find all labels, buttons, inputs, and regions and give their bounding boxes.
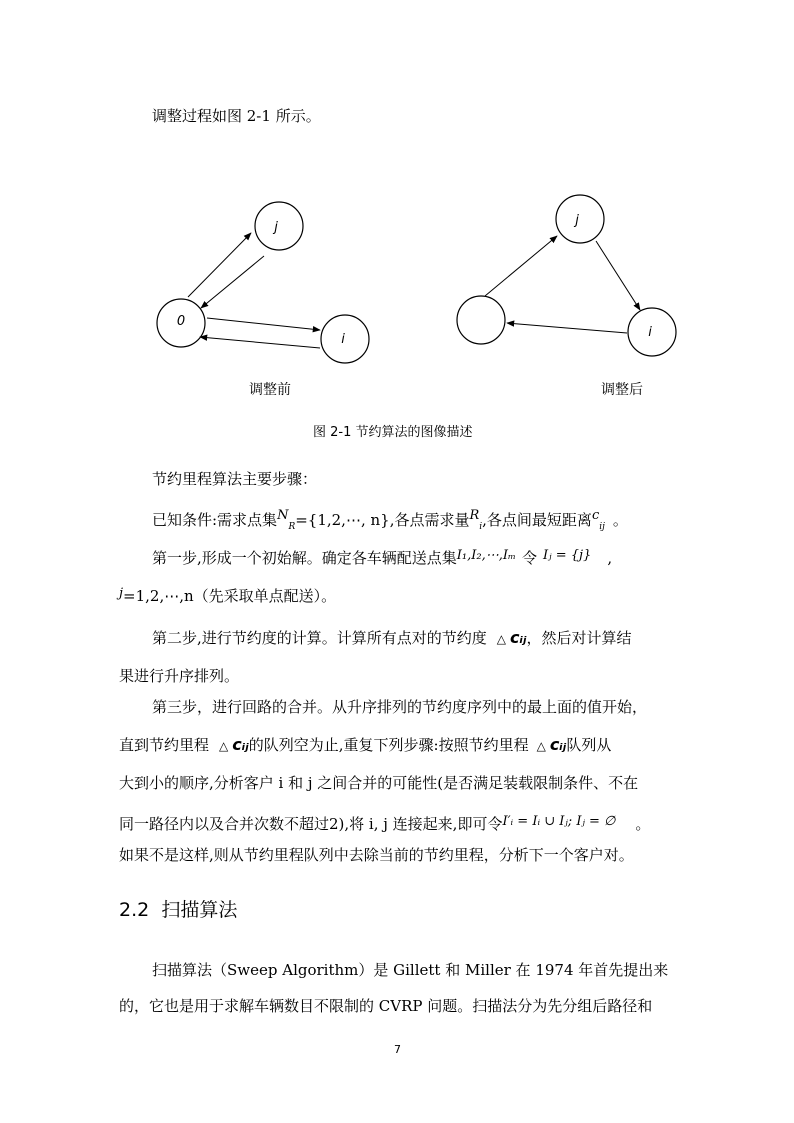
delta-symbol-2: △ bbox=[219, 739, 229, 753]
step3-line2 bbox=[119, 735, 611, 756]
step3-line5: 如果不是这样,则从节约里程队列中去除当前的节约里程，分析下一个客户对。 bbox=[119, 846, 634, 864]
node-i-right-label: i bbox=[648, 325, 652, 340]
node-j-left-label: j bbox=[274, 220, 278, 235]
set-var: N bbox=[277, 508, 289, 523]
sweep-line2: 的，它也是用于求解车辆数目不限制的 CVRP 问题。扫描法分为先分组后路径和 bbox=[119, 997, 653, 1015]
set-sub: R bbox=[288, 522, 296, 532]
known-end: 。 bbox=[612, 511, 628, 529]
step2-line1 bbox=[152, 628, 632, 649]
cij-symbol-3: cᵢⱼ bbox=[549, 735, 567, 754]
steps-title: 节约里程算法主要步骤： bbox=[152, 470, 318, 488]
edge-j-to-0 bbox=[201, 256, 264, 308]
caption-before: 调整前 bbox=[249, 382, 291, 398]
step1-line1 bbox=[152, 546, 612, 568]
step3-line2b: 的队列空为止,重复下列步骤:按照节约里程 bbox=[248, 736, 529, 754]
cij-symbol-2: cᵢⱼ bbox=[232, 735, 249, 754]
node-j-left bbox=[255, 202, 303, 250]
page-number: 7 bbox=[394, 1043, 401, 1056]
edge-i-to-0 bbox=[200, 337, 320, 348]
dist-sub: ij bbox=[599, 522, 605, 532]
node-i-left bbox=[321, 315, 369, 363]
delta-symbol-3: △ bbox=[536, 739, 546, 753]
step3-formula: I′ᵢ = Iᵢ ∪ Iⱼ; Iⱼ = ∅ bbox=[502, 814, 616, 829]
edge-0-to-j-right bbox=[485, 236, 557, 296]
node-j-right bbox=[556, 195, 604, 243]
step3-line1: 第三步，进行回路的合并。从升序排列的节约度序列中的最上面的值开始， bbox=[152, 698, 648, 716]
node-i-left-label: i bbox=[341, 332, 345, 347]
step2-line2: 果进行升序排列。 bbox=[119, 667, 240, 685]
step2-line1a: 第二步,进行节约度的计算。计算所有点对的节约度 bbox=[152, 629, 487, 647]
node-0-right bbox=[457, 296, 505, 344]
demand-var: R bbox=[469, 508, 480, 523]
edge-0-to-j bbox=[188, 233, 251, 297]
section-title: 扫描算法 bbox=[161, 899, 238, 921]
step3-line4a: 同一路径内以及合并次数不超过2),将 i, j 连接起来,即可令 bbox=[119, 815, 503, 833]
node-i-right bbox=[628, 308, 676, 356]
intro-text: 调整过程如图 2-1 所示。 bbox=[152, 107, 321, 125]
dist-var: c bbox=[591, 508, 600, 523]
step1-line2-text: =1,2,⋯,n（先采取单点配送）。 bbox=[123, 587, 337, 605]
step3-line3: 大到小的顺序,分析客户 i 和 j 之间合并的可能性(是否满足装载限制条件、不在 bbox=[119, 774, 639, 792]
known-prefix: 已知条件:需求点集 bbox=[152, 511, 278, 529]
node-0-left-label: 0 bbox=[176, 314, 186, 329]
figure-title: 图 2-1 节约算法的图像描述 bbox=[313, 425, 473, 440]
demand-sub: i bbox=[479, 522, 483, 532]
sweep-line1: 扫描算法（Sweep Algorithm）是 Gillett 和 Miller 在 1974 年首先提出来 bbox=[152, 961, 669, 979]
step3-line2c: 队列从 bbox=[566, 736, 612, 754]
section-heading bbox=[119, 895, 237, 922]
cij-symbol: cᵢⱼ bbox=[510, 628, 527, 647]
known-conditions bbox=[152, 506, 628, 537]
step3-line4b: 。 bbox=[635, 815, 651, 833]
delta-symbol: △ bbox=[496, 632, 507, 646]
edge-i-to-0-right bbox=[507, 323, 627, 333]
step2-line1b: ，然后对计算结 bbox=[526, 629, 632, 647]
step1-text: 第一步,形成一个初始解。确定各车辆配送点集 bbox=[152, 549, 457, 567]
step1-line2-var: j bbox=[119, 586, 124, 601]
known-mid: ,各点间最短距离 bbox=[482, 511, 592, 529]
edge-j-to-i-right bbox=[596, 241, 640, 310]
step3-line4 bbox=[119, 812, 650, 834]
edge-0-to-i bbox=[207, 318, 320, 330]
step1-line2 bbox=[119, 584, 336, 606]
set-def: ={1,2,⋯, n},各点需求量 bbox=[295, 511, 470, 529]
node-j-right-label: j bbox=[575, 213, 579, 228]
section-number: 2.2 bbox=[119, 899, 150, 921]
caption-after: 调整后 bbox=[601, 382, 643, 398]
step1-ling: 令 bbox=[521, 549, 537, 567]
step3-line2a: 直到节约里程 bbox=[119, 736, 210, 754]
step1-formula: Iⱼ = {j} bbox=[543, 548, 592, 563]
step1-comma: , bbox=[607, 549, 613, 567]
step1-sets: I₁,I₂,⋯,Iₘ bbox=[456, 548, 516, 563]
